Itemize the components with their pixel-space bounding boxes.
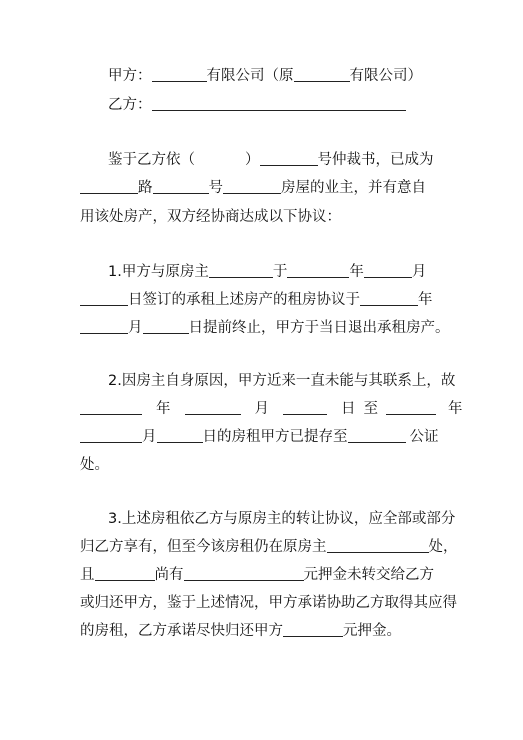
text-segment: 房屋的业主，并有意自 bbox=[281, 180, 426, 196]
blank-field[interactable] bbox=[143, 318, 189, 334]
intro-line-3 bbox=[80, 207, 450, 229]
clause-2-line-3 bbox=[80, 427, 450, 449]
text-segment: 用该处房产，双方经协商达成以下协议： bbox=[80, 209, 341, 225]
clause-3-line-4 bbox=[80, 593, 457, 615]
blank-field[interactable] bbox=[283, 621, 343, 637]
party-a-company-text-2: 有限公司） bbox=[349, 68, 422, 84]
party-a-line bbox=[108, 66, 478, 88]
text-segment: 3.上述房租依乙方与原房主的转让协议，应全部或部分 bbox=[108, 511, 456, 527]
text-segment: 年 bbox=[156, 401, 171, 417]
clause-2-line-4 bbox=[80, 455, 450, 477]
blank-field[interactable] bbox=[360, 290, 418, 306]
blank-field[interactable] bbox=[152, 66, 207, 82]
text-segment: 月 bbox=[142, 429, 157, 445]
text-segment: 月 bbox=[411, 264, 427, 280]
text-segment: 尚有 bbox=[154, 567, 184, 583]
clause-2-line-1 bbox=[108, 371, 478, 393]
blank-field[interactable] bbox=[152, 95, 406, 111]
text-segment: 且 bbox=[80, 567, 95, 583]
blank-field[interactable] bbox=[223, 178, 281, 194]
text-segment: 日签订的承租上述房产的租房协议于 bbox=[128, 292, 360, 308]
party-b-line bbox=[108, 95, 478, 117]
text-segment: 处。 bbox=[80, 457, 109, 473]
clause-1-line-3 bbox=[80, 318, 450, 340]
text-segment: 于 bbox=[272, 264, 288, 280]
text-segment: 2.因房主自身原因，甲方近来一直未能与其联系上，故 bbox=[108, 373, 456, 389]
blank-field[interactable] bbox=[294, 66, 350, 82]
blank-field[interactable] bbox=[209, 262, 273, 278]
clause-2-line-2 bbox=[80, 399, 463, 421]
clause-3-line-2 bbox=[80, 537, 458, 559]
text-segment: ） bbox=[245, 152, 260, 168]
blank-field[interactable] bbox=[95, 565, 155, 581]
text-segment: 的房租，乙方承诺尽快归还甲方 bbox=[80, 623, 283, 639]
text-segment: 月 bbox=[254, 401, 269, 417]
blank-field[interactable] bbox=[348, 427, 406, 443]
text-segment: 日至 bbox=[341, 401, 386, 417]
clause-1-line-1 bbox=[108, 262, 478, 284]
text-segment: 处， bbox=[428, 539, 458, 555]
text-segment: 鉴于乙方依（ bbox=[108, 152, 195, 168]
party-a-company-text: 有限公司（原 bbox=[206, 68, 294, 84]
blank-field[interactable] bbox=[364, 262, 412, 278]
blank-field[interactable] bbox=[80, 178, 138, 194]
intro-line-1 bbox=[108, 150, 478, 172]
blank-field[interactable] bbox=[80, 318, 128, 334]
text-segment: 归乙方享有，但至今该房租仍在原房主 bbox=[80, 539, 327, 555]
intro-line-2 bbox=[80, 178, 450, 200]
text-segment: 日的房租甲方已提存至 bbox=[202, 429, 348, 445]
blank-field[interactable] bbox=[386, 399, 436, 415]
text-segment: 号 bbox=[208, 180, 223, 196]
clause-1-line-2 bbox=[80, 290, 450, 312]
blank-field[interactable] bbox=[157, 427, 203, 443]
blank-field[interactable] bbox=[287, 262, 349, 278]
text-segment: 元押金未转交给乙方 bbox=[303, 567, 434, 583]
text-segment: 年 bbox=[349, 264, 364, 280]
clause-3-line-1 bbox=[108, 509, 478, 531]
text-segment: 元押金。 bbox=[343, 623, 401, 639]
party-a-label: 甲方： bbox=[108, 68, 152, 84]
text-segment: 日提前终止，甲方于当日退出承租房产。 bbox=[188, 320, 450, 336]
text-segment: 月 bbox=[128, 320, 143, 336]
text-segment: 1.甲方与原房主 bbox=[108, 264, 209, 280]
clause-3-line-3 bbox=[80, 565, 450, 587]
party-b-label: 乙方： bbox=[108, 97, 152, 113]
text-segment: 年 bbox=[448, 401, 463, 417]
clause-3-line-5 bbox=[80, 621, 450, 643]
blank-field[interactable] bbox=[327, 537, 429, 553]
text-segment: 年 bbox=[418, 292, 433, 308]
text-segment: 或归还甲方，鉴于上述情况，甲方承诺协助乙方取得其应得 bbox=[80, 595, 457, 611]
blank-field[interactable] bbox=[80, 399, 142, 415]
text-segment: 路 bbox=[138, 180, 153, 196]
blank-field[interactable] bbox=[153, 178, 209, 194]
blank-field[interactable] bbox=[185, 399, 241, 415]
text-segment: 号仲裁书，已成为 bbox=[317, 152, 434, 168]
text-segment: 公证 bbox=[409, 429, 439, 445]
blank-field[interactable] bbox=[184, 565, 304, 581]
blank-field[interactable] bbox=[260, 150, 318, 166]
blank-field[interactable] bbox=[283, 399, 327, 415]
blank-field[interactable] bbox=[80, 290, 128, 306]
blank-field[interactable] bbox=[80, 427, 142, 443]
